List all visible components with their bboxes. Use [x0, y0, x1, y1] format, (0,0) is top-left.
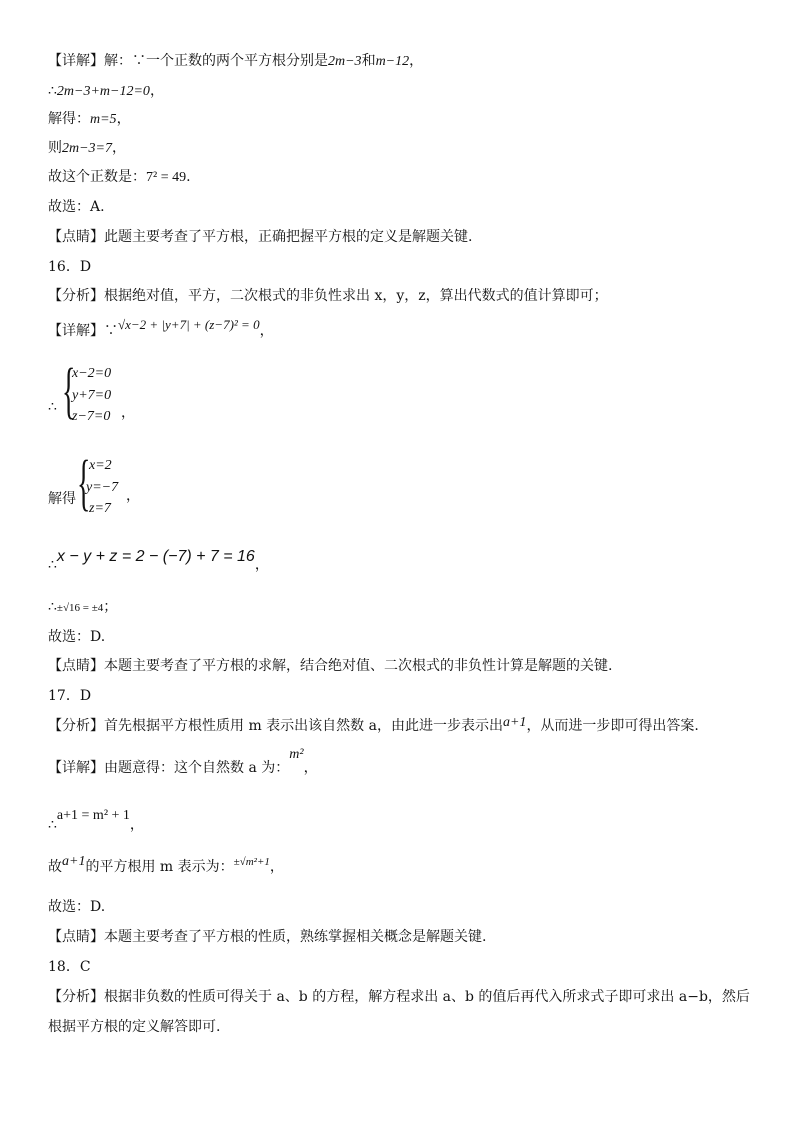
equation: x−2=0: [72, 366, 112, 381]
analysis-line: [48, 717, 699, 736]
text: ，: [269, 859, 284, 875]
solution-line: [48, 548, 269, 574]
text: 的平方根用 m 表示为：: [85, 859, 234, 875]
comment-line: 【点睛】本题主要考查了平方根的求解，结合绝对值、二次根式的非负性计算是解题的关键.: [48, 658, 613, 674]
text: ，: [254, 557, 269, 573]
answer-line: 故选：D.: [48, 629, 106, 645]
math-expr: 2m−3+m−12=0: [56, 84, 150, 99]
answer-line: 故选：A.: [48, 199, 105, 215]
equation: z−7=0: [72, 409, 111, 424]
math-expr: 2m−3: [328, 54, 362, 69]
math-expr: 7² = 49: [146, 170, 187, 185]
analysis-line: 【分析】根据绝对值，平方，二次根式的非负性求出 x，y，z，算出代数式的值计算即可；: [48, 288, 608, 304]
text: 解得：: [48, 111, 90, 127]
therefore-symbol: ∴: [48, 399, 57, 415]
text: 【分析】首先根据平方根性质用 m 表示出该自然数 a，由此进一步表示出: [48, 718, 503, 734]
text: ，: [409, 53, 424, 69]
text: ，: [116, 111, 131, 127]
math-expr: 2m−3=7: [62, 141, 113, 156]
text: ，: [303, 760, 318, 776]
solution-line-4: [48, 139, 126, 158]
equation: z=7: [89, 501, 111, 516]
math-expr: a+1 = m² + 1: [56, 808, 130, 823]
math-expr: a+1: [62, 854, 86, 869]
therefore-symbol: ∴: [48, 557, 57, 573]
text: 【详解】由题意得：这个自然数 a 为：: [48, 760, 290, 776]
equation: x=2: [89, 458, 112, 473]
equation: y+7=0: [72, 388, 112, 403]
solution-line: [48, 854, 284, 877]
left-brace: {: [77, 449, 91, 517]
text: ，: [259, 323, 274, 339]
math-expr: ±√16 = ±4: [56, 602, 104, 614]
solution-line-1: [48, 52, 423, 71]
text: 解得: [48, 491, 76, 507]
text: ，: [129, 817, 144, 833]
solution-line: [48, 317, 274, 340]
text: 则: [48, 140, 62, 156]
text: 和: [361, 53, 376, 69]
therefore-symbol: ∴: [48, 83, 57, 99]
math-expr: √x−2 + |y+7| + (z−7)² = 0: [118, 317, 260, 332]
math-expr: m−12: [375, 54, 410, 69]
text: ，从而进一步即可得出答案.: [526, 718, 699, 734]
equation: y=−7: [86, 480, 119, 495]
math-expr: x − y + z = 2 − (−7) + 7 = 16: [56, 548, 255, 565]
math-expr: ±√m²+1: [233, 856, 270, 868]
question-number: 18．C: [48, 959, 91, 975]
text: .: [186, 169, 191, 185]
analysis-line: 【分析】根据非负数的性质可得关于 a、b 的方程，解方程求出 a、b 的值后再代入所求式子即可求出 a−b，然后: [48, 989, 750, 1005]
question-number: 16．D: [48, 259, 92, 275]
text: 故: [48, 859, 62, 875]
therefore-symbol: ∴: [48, 599, 57, 615]
left-brace: {: [62, 357, 76, 425]
math-expr: m=5: [90, 112, 117, 127]
solution-line: [48, 747, 318, 778]
solution-line: [48, 598, 117, 617]
text: ，: [126, 488, 140, 504]
text: ；: [103, 599, 118, 615]
solution-line-2: [48, 82, 164, 101]
solution-line-5: [48, 168, 191, 187]
solution-line-3: [48, 110, 131, 129]
text: 【详解】解：∵一个正数的两个平方根分别是: [48, 53, 328, 69]
answer-line: 故选：D.: [48, 899, 106, 915]
solution-line: [48, 806, 144, 833]
text: 故这个正数是：: [48, 169, 146, 185]
comment-line: 【点睛】此题主要考查了平方根，正确把握平方根的定义是解题关键.: [48, 229, 473, 245]
text: ，: [149, 83, 164, 99]
question-number: 17．D: [48, 688, 92, 704]
text: ，: [112, 140, 127, 156]
comment-line: 【点睛】本题主要考查了平方根的性质，熟练掌握相关概念是解题关键.: [48, 929, 487, 945]
text: 【详解】∵: [48, 323, 118, 339]
math-expr: a+1: [502, 715, 527, 730]
math-expr: m²: [289, 747, 304, 762]
analysis-line: 根据平方根的定义解答即可.: [48, 1019, 221, 1035]
therefore-symbol: ∴: [48, 817, 57, 833]
text: ，: [121, 405, 135, 421]
